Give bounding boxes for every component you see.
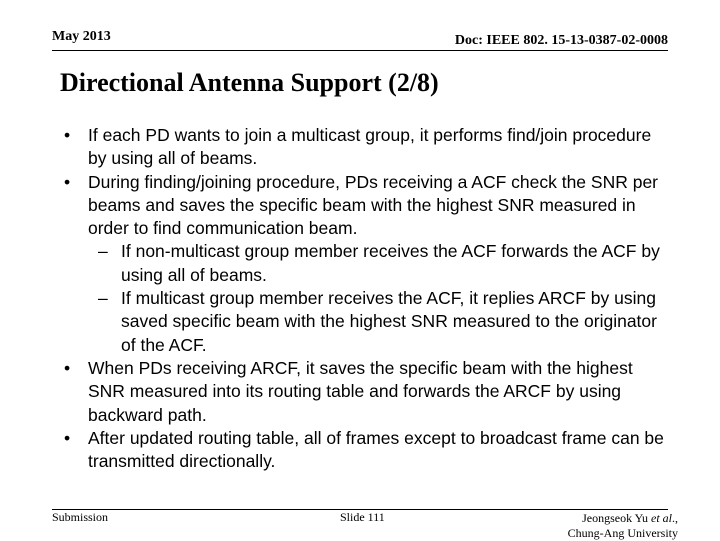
bullet-item bbox=[60, 171, 670, 241]
sub-bullet-mark: – bbox=[98, 241, 108, 262]
bullet-text: When PDs receiving ARCF, it saves the specific beam with the highest SNR measured into its routing table and forwards the ARCF by using backward path. bbox=[88, 357, 633, 425]
header-divider bbox=[52, 50, 668, 51]
sub-bullet-text: If non-multicast group member receives the ACF forwards the ACF by using all of beams. bbox=[121, 241, 660, 285]
footer-submission: Submission bbox=[52, 510, 109, 524]
bullet-text: During finding/joining procedure, PDs receiving a ACF check the SNR per beams and saves the specific beam with the highest SNR measured in order to find communication beam. bbox=[88, 171, 659, 239]
header-date: May 2013 bbox=[52, 29, 111, 44]
slide-title: Directional Antenna Support (2/8) bbox=[60, 68, 439, 97]
bullet-text: After updated routing table, all of frames except to broadcast frame can be transmitted directionally. bbox=[88, 427, 664, 472]
sub-bullet-item bbox=[60, 287, 670, 357]
slide-body bbox=[60, 124, 670, 473]
bullet-item bbox=[60, 124, 670, 171]
footer-slide-number: Slide 111 bbox=[340, 510, 385, 524]
bullet-mark: • bbox=[64, 171, 71, 192]
footer-author bbox=[568, 511, 678, 526]
sub-bullet-item bbox=[60, 240, 670, 287]
bullet-mark: • bbox=[64, 125, 71, 145]
bullet-item bbox=[60, 357, 670, 427]
bullet-mark: • bbox=[64, 357, 71, 378]
sub-bullet-mark: – bbox=[98, 288, 108, 309]
bullet-item bbox=[60, 427, 670, 474]
author-et-al: et al bbox=[651, 511, 672, 525]
author-suffix: ., bbox=[672, 511, 678, 525]
author-name: Jeongseok Yu bbox=[582, 511, 651, 525]
bullet-text: If each PD wants to join a multicast group, it performs find/join procedure by using all of beams. bbox=[88, 125, 652, 169]
header-doc-id: Doc: IEEE 802. 15-13-0387-02-0008 bbox=[454, 33, 668, 48]
footer-author-block bbox=[568, 511, 678, 541]
bullet-mark: • bbox=[64, 427, 71, 448]
sub-bullet-text: If multicast group member receives the ACF, it replies ARCF by using saved specific beam with the highest SNR measured to the originator of the ACF. bbox=[121, 288, 657, 355]
footer-affiliation: Chung-Ang University bbox=[567, 526, 678, 540]
